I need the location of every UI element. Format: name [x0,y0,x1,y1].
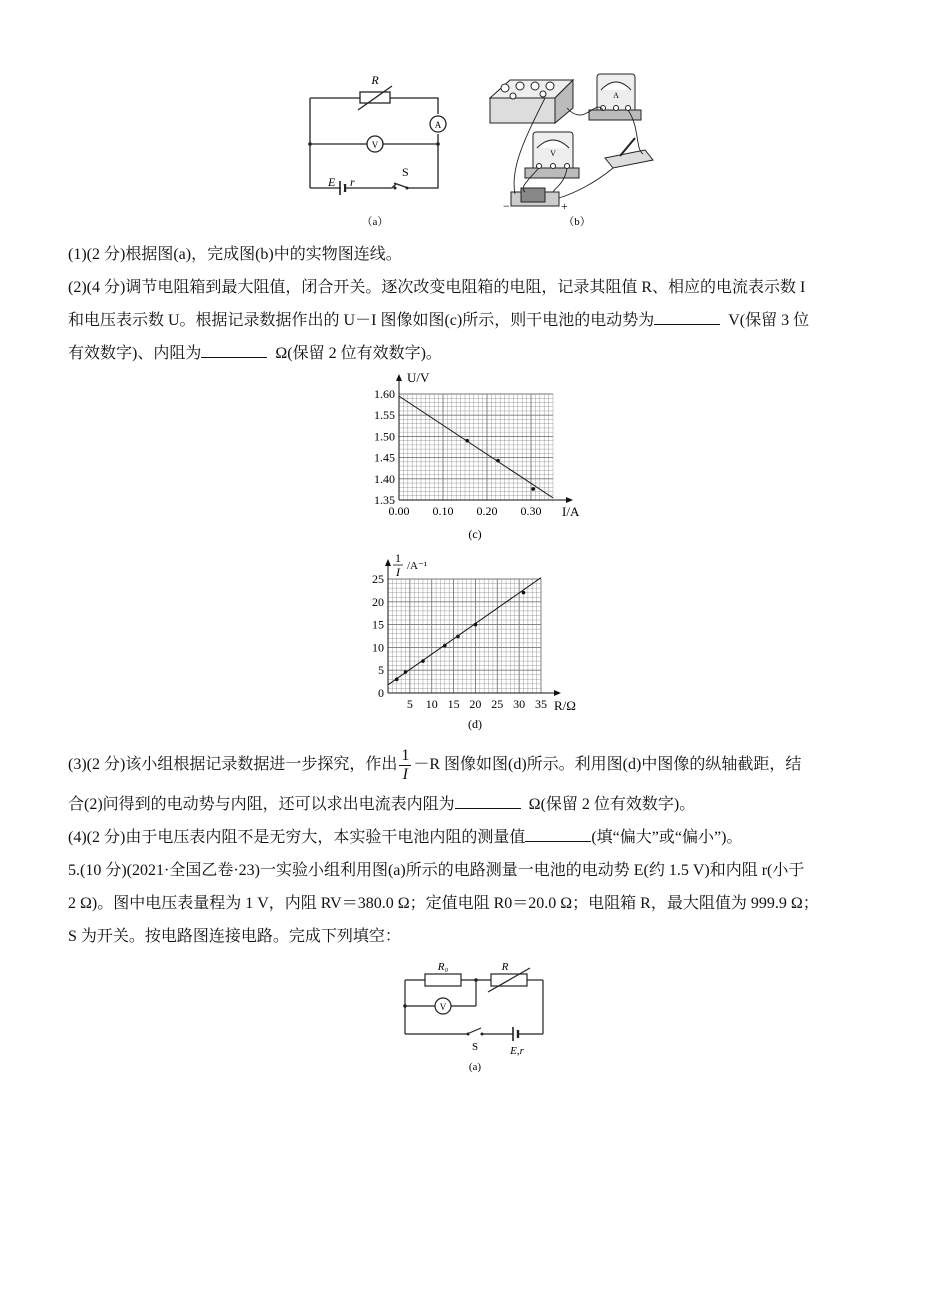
switch-label: S [402,165,409,179]
x-tick-label: 5 [406,697,413,711]
measurement-bias-answer-blank[interactable] [525,823,591,842]
chart-inverse-i-r [355,548,595,738]
question-1: (1)(2 分)根据图(a)，完成图(b)中的实物图连线。 [68,246,402,263]
question-2-line-3: 有效数字)、内阻为 Ω(保留 2 位有效数字)。 [68,337,888,370]
x-tick-label: 0.20 [476,504,498,518]
inverse-i-fraction: $\frac{1}{I}$ [401,746,410,783]
data-point [531,487,535,491]
y-axis-arrow [385,559,391,566]
y-tick-label: 15 [372,617,384,632]
chart-u-i [355,368,595,544]
y-tick-label: 0 [378,686,384,700]
data-point [404,670,408,674]
voltmeter-label: V [371,140,379,150]
x-tick-label: 15 [447,697,460,711]
figure-a1-caption: （a） [361,216,389,228]
question-3-line-1: (3)(2 分)该小组根据记录数据进一步探究，作出 $\frac{1}{I}$ －R 图像如图(d)所示。利用图(d)中图像的纵轴截距，结 [68,746,802,783]
data-point [395,678,399,682]
r-label: R [371,73,379,87]
circuit-diagram-a1 [300,68,460,233]
x-tick-label: 0.00 [388,504,410,518]
x-tick-label: 10 [425,697,438,711]
data-point [465,439,469,443]
switch-label-a2: S [471,1041,479,1053]
question-5-line-3: S 为开关。按电路图连接电路。完成下列填空： [68,928,401,945]
x-tick-label: 25 [491,697,504,711]
x-axis-arrow [554,690,561,696]
c-caption: (c) [468,527,482,541]
x-tick-label: 35 [535,697,547,711]
emf-answer-blank[interactable] [654,306,720,325]
y-tick-label: 1.55 [374,408,395,423]
d-ylabel-den: I [396,565,400,579]
figure-a2-caption: (a) [468,1061,482,1073]
internal-resistance-answer-blank[interactable] [201,339,267,358]
ammeter-resistance-answer-blank[interactable] [455,790,521,809]
x-tick-label: 0.10 [432,504,454,518]
voltmeter-label-a2: V [439,1002,447,1012]
r-box-label: R [501,961,509,973]
question-1-2-block [68,238,888,370]
c-xlabel: I/A [562,504,580,519]
r-internal-label: r [350,175,355,189]
question-2-line-1: (2)(4 分)调节电阻箱到最大阻值，闭合开关。逐次改变电阻箱的电阻，记录其阻值 R、相应的电流表示数 I [68,279,806,296]
data-point [456,635,460,639]
voltmeter-label-b: V [550,149,556,158]
y-tick-label: 5 [378,663,384,678]
question-3-5-block [68,742,888,953]
fit-line [399,396,553,498]
data-point [474,623,478,627]
x-tick-label: 30 [513,697,526,711]
d-caption: (d) [468,717,482,731]
plus-terminal: + [561,199,568,213]
data-point [443,644,447,648]
fit-line [388,578,541,685]
y-tick-label: 1.35 [374,493,395,507]
x-tick-label: 0.30 [520,504,542,518]
x-axis-arrow [566,497,573,503]
figure-b-caption: （b） [563,216,591,228]
y-tick-label: 20 [372,594,384,609]
er-label: E,r [510,1045,524,1057]
c-ylabel: U/V [407,370,430,385]
question-5-line-2: 2 Ω)。图中电压表量程为 1 V，内阻 RV＝380.0 Ω；定值电阻 R0＝20.0 Ω；电阻箱 R，最大阻值为 999.9 Ω； [68,895,819,912]
r0-label: R₀ [437,961,449,973]
d-xlabel: R/Ω [554,698,576,713]
d-ylabel-unit: /A⁻¹ [407,560,428,572]
question-4: (4)(2 分)由于电压表内阻不是无穷大，本实验干电池内阻的测量值 (填“偏大”或“偏小”)。 [68,821,888,854]
data-point [421,659,425,663]
y-tick-label: 1.60 [374,387,395,401]
y-tick-label: 1.40 [374,471,395,486]
circuit-diagram-a2 [395,958,555,1076]
question-2-line-2: 和电压表示数 U。根据记录数据作出的 U－I 图像如图(c)所示，则干电池的电动势为 V(保留 3 位 [68,304,888,337]
minus-terminal: − [503,199,510,213]
ammeter-label: A [434,120,442,130]
question-5-line-1: 5.(10 分)(2021·全国乙卷·23)一实验小组利用图(a)所示的电路测量一电池的电动势 E(约 1.5 V)和内阻 r(小于 [68,862,805,879]
y-axis-arrow [396,374,402,381]
d-ylabel-num: 1 [395,551,401,565]
question-3-line-2: 合(2)问得到的电动势与内阻，还可以求出电流表内阻为 Ω(保留 2 位有效数字)。 [68,788,888,821]
e-label: E [328,175,336,189]
y-tick-label: 10 [372,640,384,655]
apparatus-diagram-b [485,68,670,233]
y-tick-label: 25 [372,572,384,586]
x-tick-label: 20 [469,697,482,711]
y-tick-label: 1.50 [374,429,395,444]
data-point [522,591,526,595]
y-tick-label: 1.45 [374,450,395,465]
data-point [496,459,500,463]
ammeter-label-b: A [613,91,619,100]
